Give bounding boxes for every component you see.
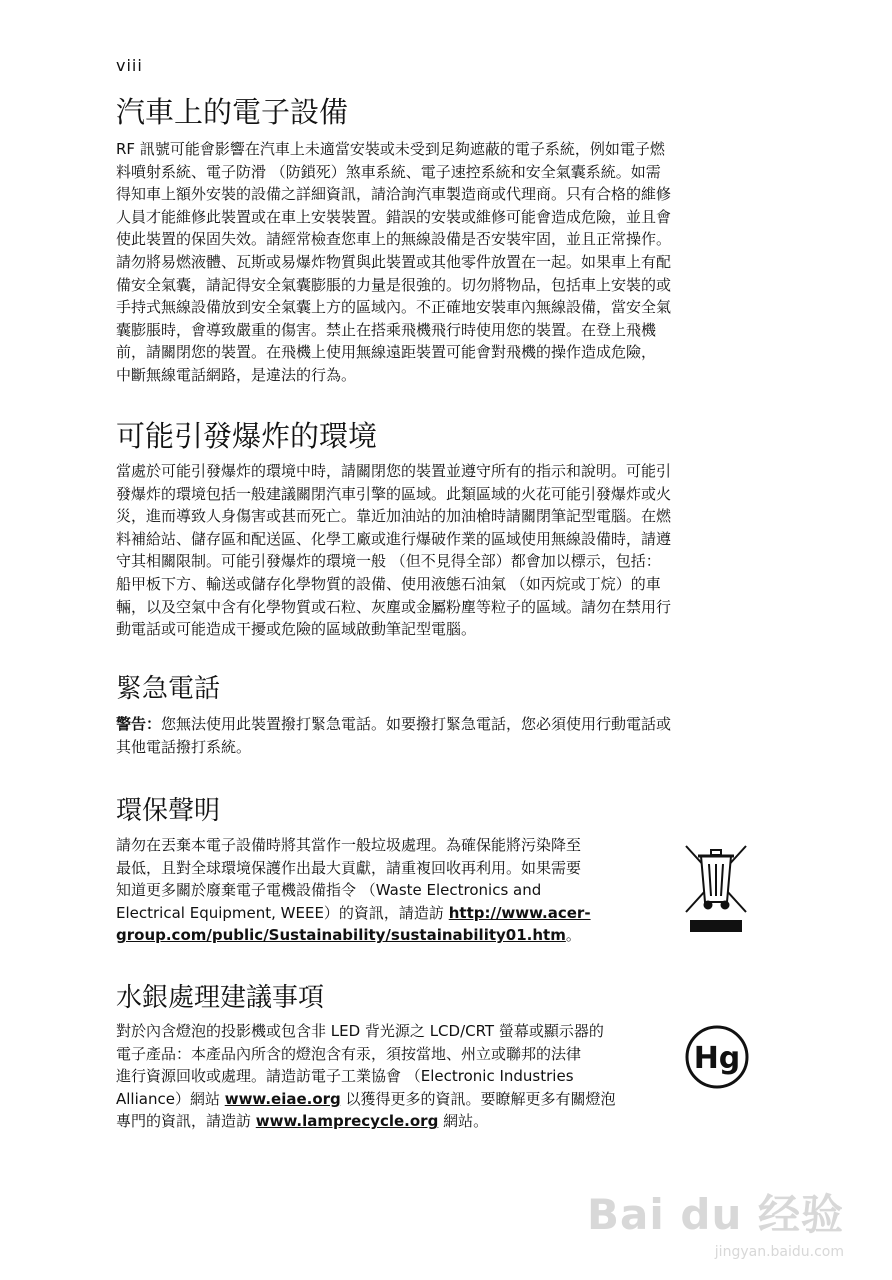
hg-mercury-icon bbox=[684, 1024, 750, 1090]
text-line: 電子產品：本產品內所含的燈泡含有汞，須按當地、州立或聯邦的法律 bbox=[116, 1044, 582, 1063]
text-line: 使此裝置的保固失效。請經常檢查您車上的無線設備是否安裝牢固，並且正常操作。 bbox=[116, 230, 672, 249]
text-segment: Electrical Equipment, WEEE）的資訊，請造訪 bbox=[116, 903, 449, 922]
text-line: 中斷無線電話網路，是違法的行為。 bbox=[116, 365, 357, 384]
eiae-link[interactable]: www.eiae.org bbox=[224, 1089, 341, 1108]
text-line bbox=[116, 713, 671, 736]
page-number: viii bbox=[116, 56, 143, 75]
text-line: 對於內含燈泡的投影機或包含非 LED 背光源之 LCD/CRT 螢幕或顯示器的 bbox=[116, 1022, 604, 1040]
text-line: 請勿將易燃液體、瓦斯或易爆炸物質與此裝置或其他零件放置在一起。如果車上有配 bbox=[116, 252, 672, 271]
text-line: 得知車上額外安裝的設備之詳細資訊，請洽詢汽車製造商或代理商。只有合格的維修 bbox=[116, 185, 672, 204]
text-line: 災，進而導致人身傷害或甚而死亡。靠近加油站的加油槍時請關閉筆記型電腦。在燃 bbox=[116, 507, 672, 526]
text-line: 進行資源回收或處理。請造訪電子工業協會 （Electronic Industries bbox=[116, 1067, 574, 1086]
text-segment: 以獲得更多的資訊。要瞭解更多有關燈泡 bbox=[340, 1089, 616, 1108]
text-segment: 專門的資訊，請造訪 bbox=[116, 1112, 256, 1131]
section-title-environmental-statement: 環保聲明 bbox=[116, 796, 221, 826]
section-body-mercury-advisory bbox=[116, 1020, 616, 1133]
text-line: 當處於可能引發爆炸的環境中時，請關閉您的裝置並遵守所有的指示和說明。可能引 bbox=[116, 462, 672, 480]
text-segment: Alliance）網站 bbox=[116, 1089, 225, 1108]
hg-symbol-text: Hg bbox=[693, 1041, 741, 1076]
section-title-explosive-environments: 可能引發爆炸的環境 bbox=[116, 419, 378, 453]
text-line: 最低，且對全球環境保護作出最大貢獻，請重複回收再利用。如果需要 bbox=[116, 858, 582, 877]
lamprecycle-link[interactable]: www.lamprecycle.org bbox=[255, 1112, 439, 1131]
text-line: 手持式無線設備放到安全氣囊上方的區域內。不正確地安裝車內無線設備，當安全氣 bbox=[116, 298, 672, 317]
text-line: 船甲板下方、輸送或儲存化學物質的設備、使用液態石油氣 （如丙烷或丁烷）的車 bbox=[116, 574, 661, 593]
section-body-emergency-calls bbox=[116, 713, 671, 758]
text-line bbox=[116, 1110, 616, 1133]
section-title-emergency-calls: 緊急電話 bbox=[116, 674, 221, 704]
section-body-explosive-environments bbox=[116, 460, 671, 641]
baidu-jingyan-watermark bbox=[587, 1182, 844, 1260]
text-segment: 網站。 bbox=[438, 1112, 489, 1131]
section-body-environmental-statement bbox=[116, 834, 591, 947]
text-line: 備安全氣囊，請記得安全氣囊膨脹的力量是很強的。切勿將物品，包括車上安裝的或 bbox=[116, 275, 672, 294]
watermark-logo: Bai du 经验 bbox=[587, 1190, 844, 1239]
watermark-url: jingyan.baidu.com bbox=[714, 1244, 844, 1260]
section-body-vehicle-electronics bbox=[116, 138, 671, 387]
text-line: 動電話或可能造成干擾或危險的區域啟動筆記型電腦。 bbox=[116, 620, 477, 639]
text-line: 料噴射系統、電子防滑 （防鎖死）煞車系統、電子速控系統和安全氣囊系統。如需 bbox=[116, 162, 661, 181]
text-line: 請勿在丟棄本電子設備時將其當作一般垃圾處理。為確保能將污染降至 bbox=[116, 836, 582, 854]
text-line: 人員才能維修此裝置或在車上安裝裝置。錯誤的安裝或維修可能會造成危險，並且會 bbox=[116, 207, 672, 226]
text-line bbox=[116, 924, 591, 947]
text-line: 前，請關閉您的裝置。在飛機上使用無線遠距裝置可能會對飛機的操作造成危險， bbox=[116, 343, 657, 362]
text-segment: 。 bbox=[565, 926, 581, 945]
text-line: 發爆炸的環境包括一般建議關閉汽車引擎的區域。此類區域的火花可能引發爆炸或火 bbox=[116, 484, 672, 503]
text-line: 知道更多關於廢棄電子電機設備指令 （Waste Electronics and bbox=[116, 881, 542, 900]
text-line: 守其相關限制。可能引發爆炸的環境一般 （但不見得全部）都會加以標示，包括： bbox=[116, 552, 661, 571]
text-line: 其他電話撥打系統。 bbox=[116, 737, 252, 756]
text-line: 料補給站、儲存區和配送區、化學工廠或進行爆破作業的區域使用無線設備時，請遵 bbox=[116, 529, 672, 548]
section-title-mercury-advisory: 水銀處理建議事項 bbox=[116, 983, 325, 1013]
text-line: 輛，以及空氣中含有化學物質或石粒、灰塵或金屬粉塵等粒子的區域。請勿在禁用行 bbox=[116, 597, 672, 616]
acer-sustainability-link[interactable]: http://www.acer- bbox=[448, 903, 591, 922]
warning-text: 您無法使用此裝置撥打緊急電話。如要撥打緊急電話，您必須使用行動電話或 bbox=[161, 715, 672, 733]
text-line: 囊膨脹時，會導致嚴重的傷害。禁止在搭乘飛機飛行時使用您的裝置。在登上飛機 bbox=[116, 320, 657, 339]
text-line bbox=[116, 1088, 616, 1111]
acer-sustainability-link-continued[interactable]: group.com/public/Sustainability/sustainability01.htm bbox=[116, 926, 566, 945]
warning-label: 警告： bbox=[116, 715, 162, 733]
text-line bbox=[116, 902, 591, 925]
crossed-out-wheelie-bin-icon bbox=[684, 842, 748, 934]
section-title-vehicle-electronics: 汽車上的電子設備 bbox=[116, 95, 349, 129]
text-line: RF 訊號可能會影響在汽車上未適當安裝或未受到足夠遮蔽的電子系統，例如電子燃 bbox=[116, 140, 665, 158]
